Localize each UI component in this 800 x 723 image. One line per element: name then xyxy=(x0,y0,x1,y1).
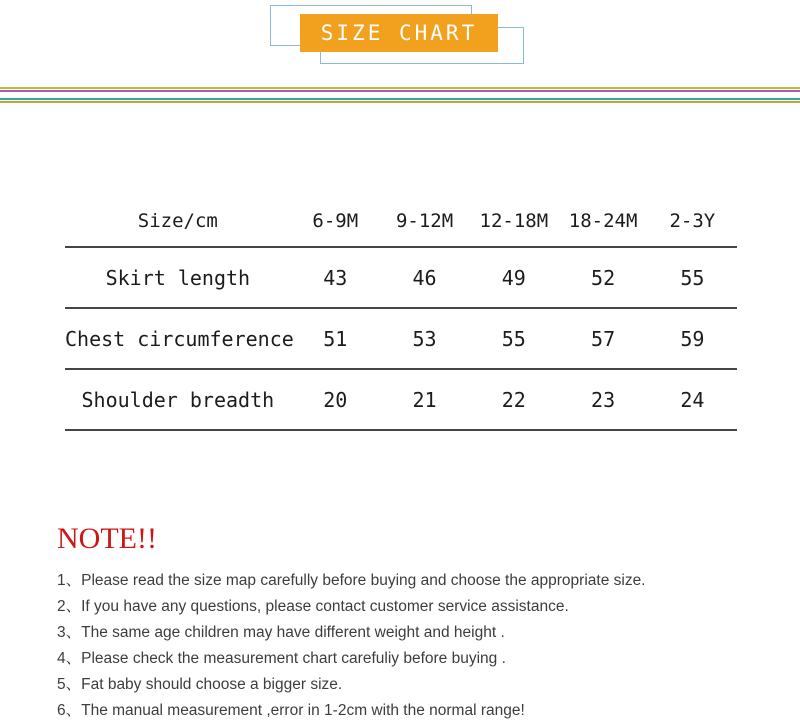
divider-line-teal xyxy=(0,98,800,100)
note-item-1: 1、Please read the size map carefully before buying and choose the appropriate size. xyxy=(57,572,646,589)
size-value-cell: 53 xyxy=(380,308,469,369)
note-title: NOTE!! xyxy=(57,522,157,555)
banner xyxy=(0,0,800,80)
size-value-cell: 24 xyxy=(648,369,737,430)
table-row-shoulder-breadth xyxy=(65,369,737,430)
banner-title: SIZE CHART xyxy=(300,14,498,52)
row-label-cell: Chest circumference xyxy=(65,308,291,369)
note-item-6: 6、The manual measurement ,error in 1-2cm with the normal range! xyxy=(57,702,525,719)
divider-line-olive xyxy=(0,87,800,89)
size-value-cell: 52 xyxy=(558,247,647,308)
size-value-cell: 51 xyxy=(291,308,380,369)
note-item-5: 5、Fat baby should choose a bigger size. xyxy=(57,676,343,693)
size-value-cell: 57 xyxy=(558,308,647,369)
row-label-cell: Shoulder breadth xyxy=(65,369,291,430)
size-value-cell: 21 xyxy=(380,369,469,430)
size-value-cell: 20 xyxy=(291,369,380,430)
size-value-cell: 49 xyxy=(469,247,558,308)
header-cell-12-18m: 12-18M xyxy=(469,196,558,247)
size-value-cell: 46 xyxy=(380,247,469,308)
table-header-row xyxy=(65,196,737,247)
header-cell-size-cm: Size/cm xyxy=(65,196,291,247)
note-section xyxy=(57,522,767,723)
note-item-2: 2、If you have any questions, please contact customer service assistance. xyxy=(57,598,569,615)
size-value-cell: 55 xyxy=(469,308,558,369)
row-label-cell: Skirt length xyxy=(65,247,291,308)
header-cell-18-24m: 18-24M xyxy=(558,196,647,247)
size-table xyxy=(65,196,737,431)
table-row-skirt-length xyxy=(65,247,737,308)
header-cell-6-9m: 6-9M xyxy=(291,196,380,247)
size-value-cell: 22 xyxy=(469,369,558,430)
divider-line-purple xyxy=(0,90,800,92)
size-value-cell: 23 xyxy=(558,369,647,430)
note-item-4: 4、Please check the measurement chart carefuliy before buying . xyxy=(57,650,506,667)
size-value-cell: 55 xyxy=(648,247,737,308)
table-row-chest-circumference xyxy=(65,308,737,369)
header-cell-2-3y: 2-3Y xyxy=(648,196,737,247)
note-item-3: 3、The same age children may have different weight and height . xyxy=(57,624,505,641)
header-cell-9-12m: 9-12M xyxy=(380,196,469,247)
size-value-cell: 43 xyxy=(291,247,380,308)
size-value-cell: 59 xyxy=(648,308,737,369)
divider-line-olive-2 xyxy=(0,101,800,103)
